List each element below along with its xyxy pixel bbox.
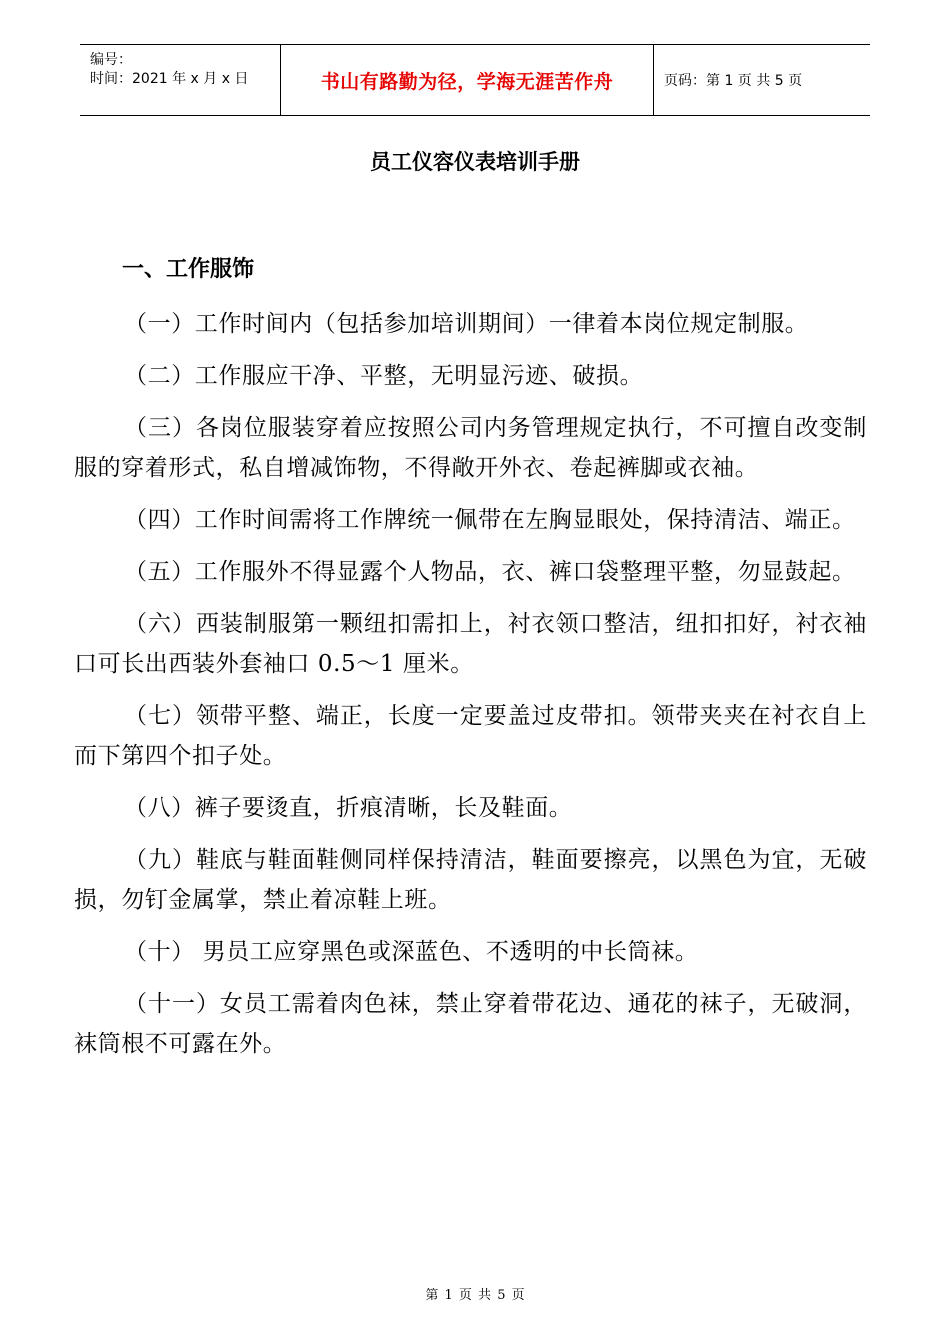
paragraph-6: （六）西装制服第一颗纽扣需扣上，衬衣领口整洁，纽扣扣好，衬衣袖口可长出西装外套袖口 0.5～1 厘米。 <box>74 611 867 677</box>
document-number: 编号： <box>90 52 132 68</box>
section-heading: 一、工作服饰 <box>122 257 255 282</box>
page-header <box>80 44 870 116</box>
header-meta <box>80 45 280 115</box>
page-footer: 第 1 页 共 5 页 <box>425 1288 525 1303</box>
paragraph-2: （二）工作服应干净、平整，无明显污迹、破损。 <box>124 363 644 389</box>
document-date: 时间：2021 年 x 月 x 日 <box>90 71 249 87</box>
paragraph-7: （七）领带平整、端正，长度一定要盖过皮带扣。领带夹夹在衬衣自上而下第四个扣子处。 <box>74 703 867 769</box>
paragraph-8: （八）裤子要烫直，折痕清晰，长及鞋面。 <box>124 795 573 821</box>
paragraph-9: （九）鞋底与鞋面鞋侧同样保持清洁，鞋面要擦亮，以黑色为宜，无破损，勿钉金属掌，禁止着凉鞋上班。 <box>74 847 867 913</box>
paragraph-1: （一）工作时间内（包括参加培训期间）一律着本岗位规定制服。 <box>124 311 809 337</box>
paragraph-4: （四）工作时间需将工作牌统一佩带在左胸显眼处，保持清洁、端正。 <box>124 507 856 533</box>
paragraph-10: （十） 男员工应穿黑色或深蓝色、不透明的中长筒袜。 <box>124 939 699 965</box>
paragraph-5: （五）工作服外不得显露个人物品，衣、裤口袋整理平整，勿显鼓起。 <box>124 559 856 585</box>
header-page-info: 页码：第 1 页 共 5 页 <box>664 73 803 89</box>
document-title: 员工仪容仪表培训手册 <box>370 150 580 174</box>
paragraph-11: （十一）女员工需着肉色袜，禁止穿着带花边、通花的袜子，无破洞，袜筒根不可露在外。 <box>74 991 867 1057</box>
paragraph-3: （三）各岗位服装穿着应按照公司内务管理规定执行，不可擅自改变制服的穿着形式，私自增减饰物，不得敞开外衣、卷起裤脚或衣袖。 <box>74 415 867 481</box>
document-body <box>74 304 867 1076</box>
header-motto: 书山有路勤为径，学海无涯苦作舟 <box>280 45 654 115</box>
